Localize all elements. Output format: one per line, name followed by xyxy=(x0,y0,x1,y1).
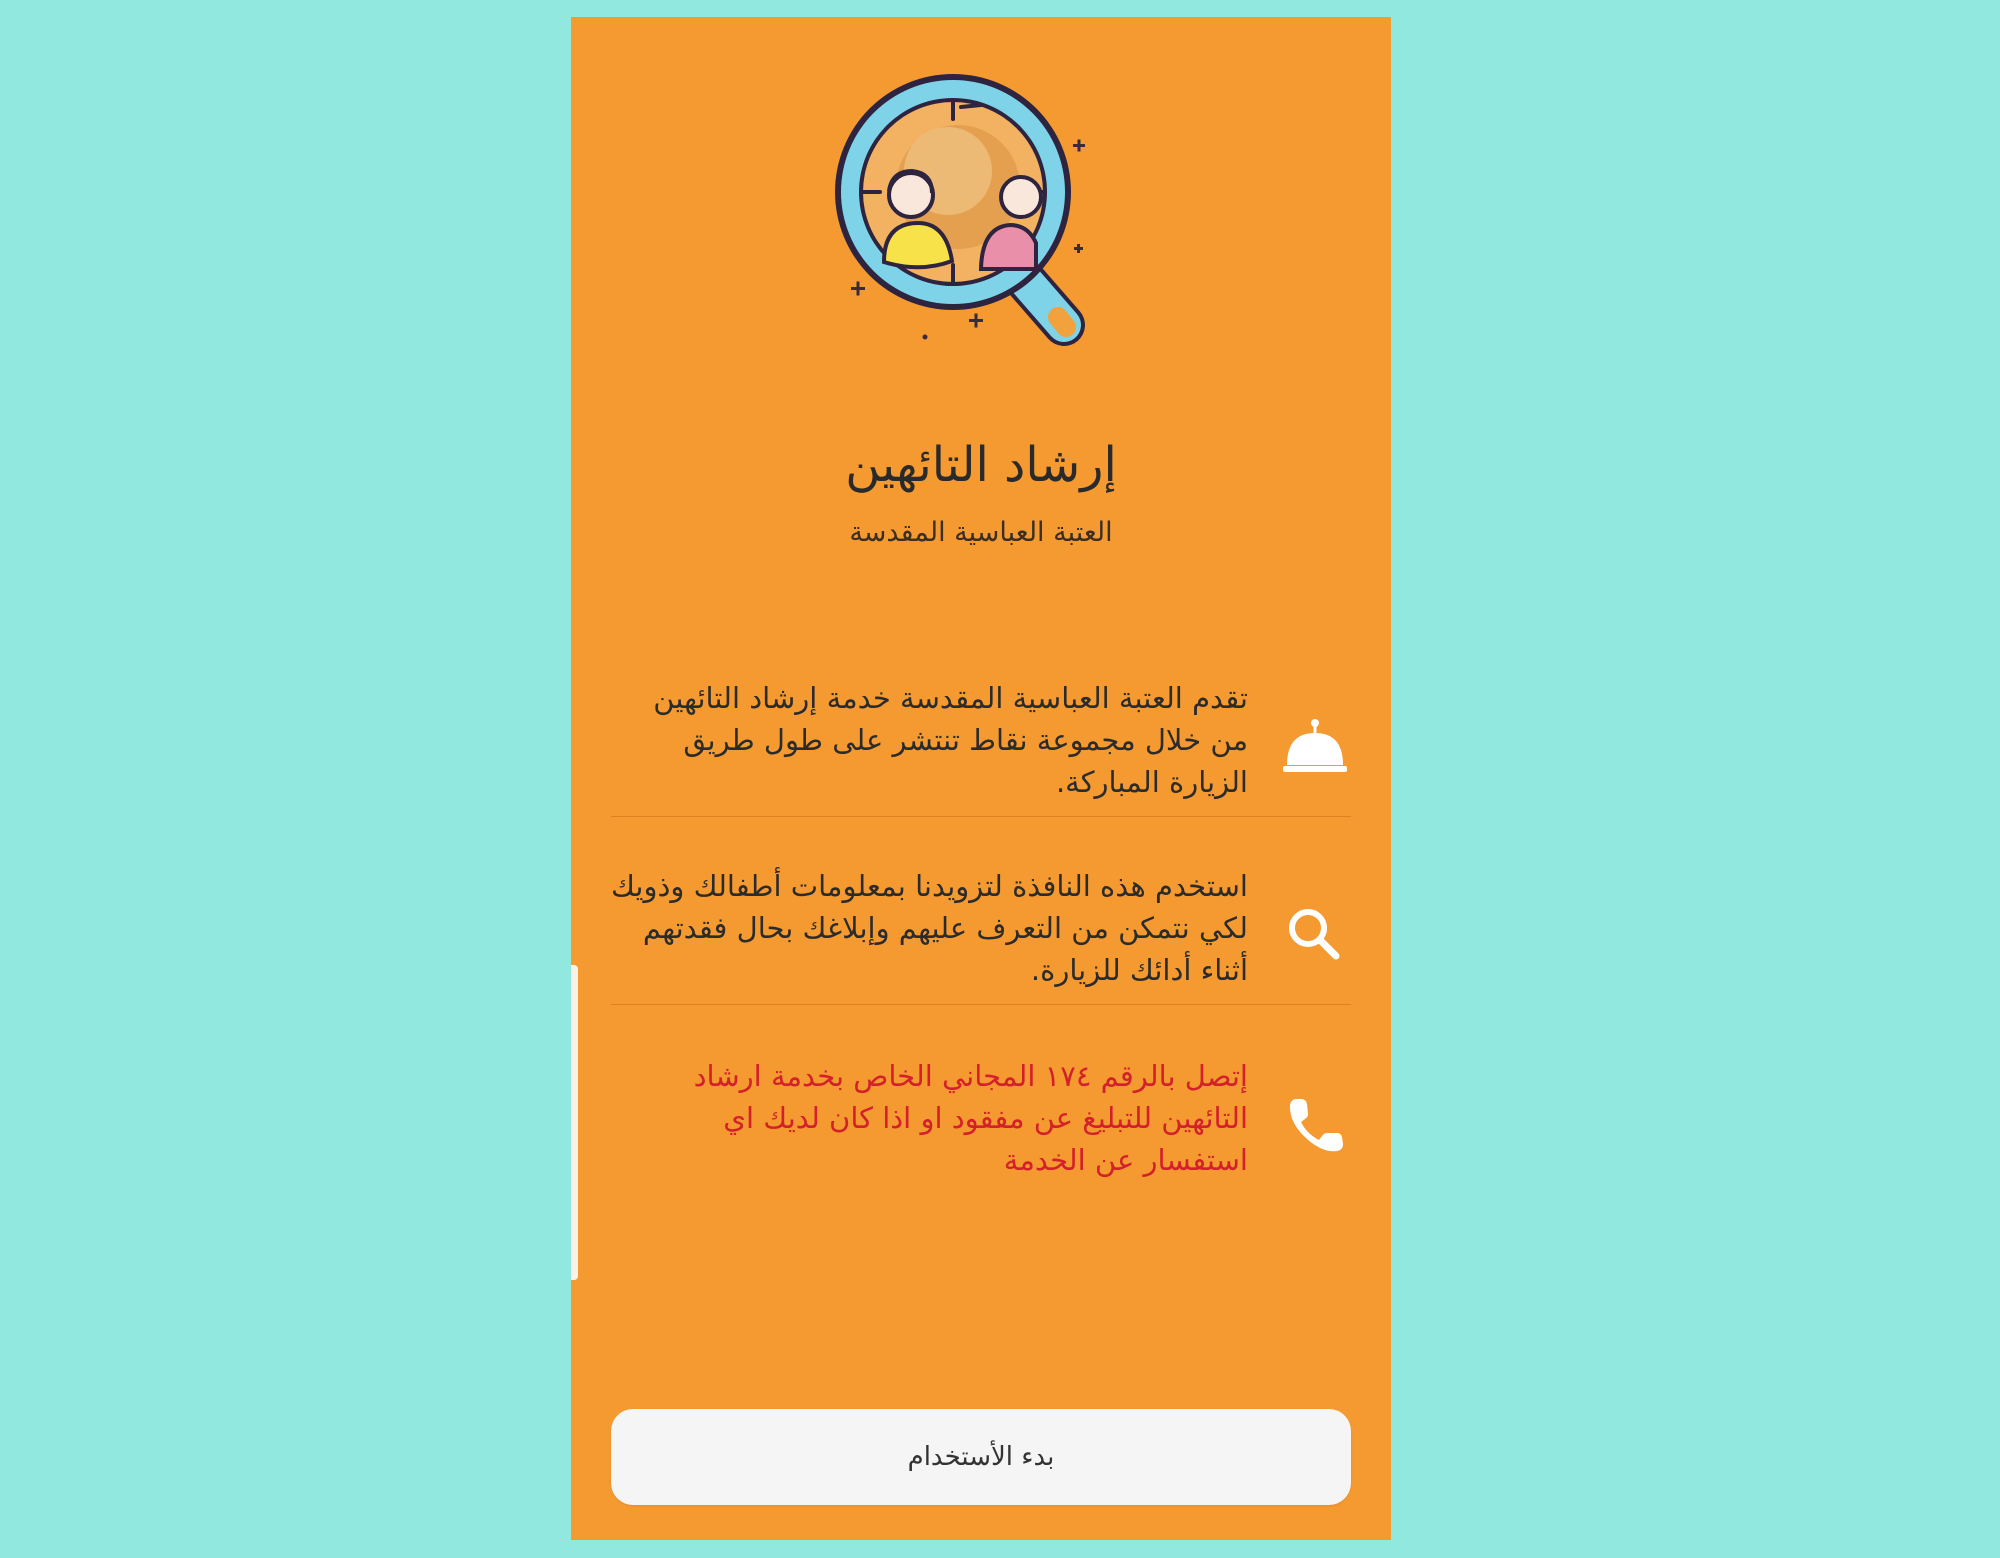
side-drawer-handle[interactable] xyxy=(571,965,578,1280)
app-screen xyxy=(571,17,1391,1540)
info-text-service: تقدم العتبة العباسية المقدسة خدمة إرشاد التائهين من خلال مجموعة نقاط تنتشر على طول طريق الزيارة المباركة. xyxy=(653,681,1248,799)
magnifier-people-illustration xyxy=(796,47,1156,377)
search-icon xyxy=(1279,899,1351,971)
divider xyxy=(611,816,1351,817)
info-row-service xyxy=(611,677,1351,812)
page-title: إرشاد التائهين xyxy=(845,437,1117,493)
page-subtitle: العتبة العباسية المقدسة xyxy=(849,517,1113,548)
divider xyxy=(611,1004,1351,1005)
phone-icon[interactable] xyxy=(1279,1089,1351,1161)
mosque-dome-icon xyxy=(1279,711,1351,783)
info-text-hotline: إتصل بالرقم ١٧٤ المجاني الخاص بخدمة ارشاد التائهين للتبليغ عن مفقود او اذا كان لديك اي استفسار عن الخدمة xyxy=(693,1059,1248,1177)
start-button[interactable]: بدء الأستخدام xyxy=(611,1409,1351,1505)
info-row-hotline[interactable] xyxy=(611,1055,1351,1190)
info-text-register: استخدم هذه النافذة لتزويدنا بمعلومات أطفالك وذويك لكي نتمكن من التعرف عليهم وإبلاغك بحال فقدتهم أثناء أدائك للزيارة. xyxy=(610,869,1248,987)
info-row-register xyxy=(611,865,1351,1000)
